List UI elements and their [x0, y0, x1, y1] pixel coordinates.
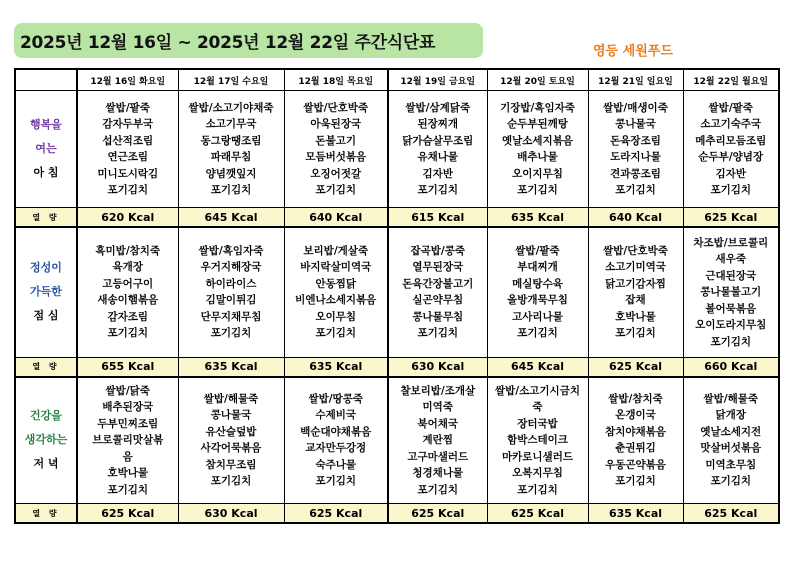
menu-item: 흑미밥/참치죽 [95, 244, 161, 257]
menu-item: 순두부된깨탕 [507, 118, 568, 130]
lunch-row [15, 227, 779, 357]
menu-item: 닭가슴살무조림 [402, 134, 474, 147]
menu-item: 음 [122, 450, 133, 463]
kcal-value: 625 Kcal [388, 504, 487, 524]
menu-item: 유산슬덮밥 [205, 425, 257, 438]
menu-item: 숙주나물 [315, 458, 357, 471]
menu-item: 포기김치 [107, 184, 149, 196]
menu-item: 새우죽 [715, 253, 746, 265]
kcal-value: 630 Kcal [178, 504, 284, 524]
menu-item: 육개장 [112, 261, 143, 274]
lunch-menu-cell [284, 227, 388, 357]
menu-item: 쌀밥/팥죽 [708, 101, 753, 114]
menu-item: 쌀밥/소고기시금치 [495, 384, 580, 397]
menu-item: 된장찌개 [417, 118, 459, 130]
dinner-menu-cell [388, 377, 487, 504]
meal-label-line: 저 녁 [33, 457, 59, 471]
menu-item: 돈육장조림 [610, 134, 661, 147]
menu-item: 도라지나물 [610, 151, 661, 163]
menu-item: 쌀밥/흑임자죽 [198, 244, 264, 257]
menu-item: 옛날소세지전 [700, 425, 762, 438]
menu-item: 소고기미역국 [605, 261, 666, 274]
menu-item: 오복지무침 [512, 467, 563, 479]
menu-item: 맛살버섯볶음 [700, 442, 762, 455]
dinner-menu-cell [683, 377, 779, 504]
lunch-label [15, 227, 77, 357]
menu-item: 쌀밥/닭죽 [105, 384, 150, 397]
menu-item: 소고기무국 [205, 118, 257, 130]
menu-item: 메실탕수육 [512, 277, 563, 290]
breakfast-row [15, 91, 779, 208]
menu-item: 쌀밥/단호박죽 [603, 244, 668, 257]
menu-item: 비엔나소세지볶음 [295, 294, 377, 307]
kcal-value: 625 Kcal [77, 504, 178, 524]
menu-item: 쌀밥/소고기야채죽 [188, 101, 274, 114]
meal-label-line: 여는 [35, 142, 57, 155]
menu-item: 근대된장국 [705, 269, 757, 282]
menu-item: 연근조림 [107, 151, 149, 163]
menu-item: 교자만두강정 [305, 442, 367, 455]
kcal-value: 625 Kcal [588, 357, 683, 377]
company-name: 영등 세원푸드 [593, 44, 673, 59]
menu-item: 쌀밥/팥죽 [105, 101, 150, 114]
menu-item: 김말이튀김 [205, 294, 257, 307]
day-header: 12월 18일 목요일 [284, 69, 388, 91]
lunch-kcal-row [15, 357, 779, 377]
dinner-menu-cell [284, 377, 388, 504]
menu-item: 포기김치 [315, 184, 357, 196]
day-header: 12월 16일 화요일 [77, 69, 178, 91]
kcal-label: 열 량 [15, 208, 77, 228]
menu-item: 쌀밥/팥죽 [515, 244, 560, 257]
menu-item: 파래무침 [210, 151, 252, 163]
menu-item: 순두부/양념장 [698, 151, 764, 163]
menu-item: 감자두부국 [102, 118, 154, 130]
menu-item: 포기김치 [517, 184, 558, 196]
menu-item: 올방개묵무침 [507, 294, 568, 307]
menu-item: 백순대야채볶음 [300, 425, 372, 438]
breakfast-menu-cell [178, 91, 284, 208]
menu-item: 소고기숙주국 [700, 118, 762, 130]
menu-item: 양념깻잎지 [205, 167, 257, 180]
menu-item: 오징어젓갈 [310, 167, 362, 180]
menu-item: 참치야채볶음 [605, 425, 666, 438]
menu-item: 아욱된장국 [310, 118, 362, 130]
weekly-menu-table [14, 68, 780, 524]
breakfast-menu-cell [683, 91, 779, 208]
menu-item: 미역죽 [422, 401, 453, 413]
menu-item: 미역초무침 [705, 458, 757, 471]
kcal-value: 635 Kcal [284, 357, 388, 377]
menu-item: 견과콩조림 [610, 167, 661, 180]
kcal-value: 655 Kcal [77, 357, 178, 377]
menu-item: 감자조림 [107, 310, 149, 323]
menu-item: 오이지무침 [512, 167, 563, 180]
breakfast-menu-cell [487, 91, 588, 208]
dinner-kcal-row [15, 504, 779, 524]
day-header: 12월 19일 금요일 [388, 69, 487, 91]
menu-item: 온갱이국 [615, 409, 656, 422]
menu-item: 포기김치 [107, 327, 149, 340]
menu-item: 콩나물무침 [412, 310, 464, 323]
menu-item: 부대찌개 [517, 261, 558, 274]
dinner-menu-cell [487, 377, 588, 504]
menu-item: 북어채국 [417, 417, 459, 430]
menu-item: 옛날소세지볶음 [501, 134, 573, 147]
menu-item: 찰보리밥/조개살 [400, 384, 476, 397]
day-header-row [15, 69, 779, 91]
breakfast-kcal-row [15, 208, 779, 228]
lunch-menu-cell [487, 227, 588, 357]
meal-label-line: 아 침 [33, 166, 59, 179]
menu-item: 오이무침 [315, 310, 357, 323]
dinner-menu-cell [588, 377, 683, 504]
kcal-value: 625 Kcal [683, 208, 779, 228]
menu-item: 콩나물국 [615, 118, 656, 130]
menu-item: 포기김치 [517, 327, 558, 340]
menu-item: 포기김치 [517, 483, 558, 496]
dinner-row [15, 377, 779, 504]
day-header: 12월 21일 일요일 [588, 69, 683, 91]
menu-item: 참치무조림 [205, 458, 257, 471]
menu-item: 미니도시락김 [97, 167, 159, 180]
menu-item: 김자반 [422, 167, 453, 180]
kcal-value: 640 Kcal [284, 208, 388, 228]
menu-item: 포기김치 [210, 184, 252, 196]
day-header: 12월 17일 수요일 [178, 69, 284, 91]
day-header: 12월 22일 월요일 [683, 69, 779, 91]
menu-item: 실곤약무침 [412, 294, 464, 307]
menu-item: 마카로니샐러드 [501, 450, 573, 463]
menu-item: 쌀밥/매생이죽 [603, 101, 668, 114]
meal-label-line: 정성이 [30, 261, 62, 275]
menu-item: 우동곤약볶음 [605, 458, 666, 471]
menu-item: 쌀밥/해물죽 [203, 392, 259, 405]
menu-item: 포기김치 [710, 335, 752, 348]
lunch-menu-cell [683, 227, 779, 357]
menu-item: 함박스테이크 [507, 434, 568, 446]
menu-item: 바지락살미역국 [300, 261, 372, 274]
menu-item: 고구마샐러드 [407, 450, 469, 463]
menu-item: 포기김치 [417, 184, 459, 196]
meal-label-line: 건강을 [30, 409, 62, 423]
menu-item: 장터국밥 [517, 417, 558, 430]
menu-item: 고등어구이 [102, 277, 154, 290]
menu-item: 청경채나물 [412, 467, 464, 479]
menu-item: 죽 [532, 401, 543, 413]
kcal-value: 625 Kcal [683, 504, 779, 524]
menu-item: 쌀밥/해물죽 [703, 392, 759, 405]
kcal-label: 열 량 [15, 357, 77, 377]
menu-item: 포기김치 [210, 327, 252, 340]
lunch-menu-cell [388, 227, 487, 357]
menu-item: 잡채 [625, 294, 646, 307]
meal-label-line: 행복을 [30, 118, 62, 131]
lunch-menu-cell [178, 227, 284, 357]
breakfast-menu-cell [588, 91, 683, 208]
menu-item: 포기김치 [210, 475, 252, 488]
menu-item: 열무된장국 [412, 261, 464, 274]
kcal-value: 645 Kcal [178, 208, 284, 228]
menu-item: 포기김치 [417, 483, 459, 496]
menu-item: 쌀밥/삼계닭죽 [405, 101, 471, 114]
menu-item: 오이도라지무침 [695, 319, 767, 331]
kcal-value: 640 Kcal [588, 208, 683, 228]
menu-item: 돈불고기 [315, 134, 357, 147]
menu-item: 포기김치 [107, 483, 149, 496]
kcal-value: 615 Kcal [388, 208, 487, 228]
meal-label-line: 점 심 [33, 309, 59, 323]
dinner-label [15, 377, 77, 504]
meal-label-line: 가득한 [30, 285, 62, 299]
menu-item: 두부민찌조림 [97, 417, 159, 430]
lunch-menu-cell [77, 227, 178, 357]
menu-item: 춘권튀김 [615, 442, 656, 455]
breakfast-menu-cell [284, 91, 388, 208]
corner-cell [15, 69, 77, 91]
menu-item: 유채나물 [417, 151, 459, 163]
menu-item: 호박나물 [615, 310, 656, 323]
dinner-menu-cell [77, 377, 178, 504]
menu-item: 보리밥/게살죽 [303, 244, 369, 257]
kcal-label: 열 량 [15, 504, 77, 524]
menu-item: 기장밥/흑임자죽 [500, 101, 575, 114]
menu-item: 차조밥/브로콜리 [693, 236, 769, 249]
menu-item: 닭고기감자찜 [605, 277, 666, 290]
menu-item: 수제비국 [315, 409, 357, 422]
kcal-value: 635 Kcal [487, 208, 588, 228]
menu-item: 쌀밥/땅콩죽 [308, 392, 364, 405]
menu-item: 안동찜닭 [315, 277, 357, 290]
breakfast-label [15, 91, 77, 208]
menu-item: 포기김치 [615, 184, 656, 196]
menu-item: 계란찜 [422, 434, 453, 446]
menu-item: 섭산적조림 [102, 134, 154, 147]
menu-item: 모듬버섯볶음 [305, 151, 367, 163]
menu-item: 사각어묵볶음 [200, 442, 262, 455]
menu-item: 포기김치 [710, 184, 752, 196]
menu-item: 우거지해장국 [200, 261, 262, 274]
kcal-value: 645 Kcal [487, 357, 588, 377]
menu-item: 닭개장 [715, 409, 746, 422]
lunch-menu-cell [588, 227, 683, 357]
menu-item: 브로콜리맛살볶 [92, 434, 164, 446]
kcal-value: 630 Kcal [388, 357, 487, 377]
menu-item: 쌀밥/참치죽 [608, 392, 663, 405]
menu-item: 호박나물 [107, 467, 149, 479]
menu-item: 볼어묵볶음 [705, 302, 757, 315]
menu-item: 배추나물 [517, 151, 558, 163]
menu-item: 하이라이스 [205, 277, 257, 290]
page-title: 2025년 12월 16일 ~ 2025년 12월 22일 주간식단표 [14, 23, 483, 58]
dinner-menu-cell [178, 377, 284, 504]
menu-item: 고사리나물 [512, 310, 563, 323]
menu-item: 포기김치 [417, 327, 459, 340]
kcal-value: 635 Kcal [588, 504, 683, 524]
kcal-value: 625 Kcal [284, 504, 388, 524]
menu-item: 포기김치 [615, 327, 656, 340]
menu-item: 돈육간장불고기 [402, 277, 474, 290]
meal-label-line: 생각하는 [24, 433, 68, 447]
kcal-value: 620 Kcal [77, 208, 178, 228]
menu-item: 포기김치 [315, 327, 357, 340]
menu-item: 콩나물불고기 [700, 286, 762, 298]
kcal-value: 625 Kcal [487, 504, 588, 524]
menu-item: 포기김치 [315, 475, 357, 488]
menu-item: 단무지채무침 [200, 310, 262, 323]
menu-item: 새송이햄볶음 [97, 294, 159, 307]
menu-item: 쌀밥/단호박죽 [303, 101, 369, 114]
menu-item: 포기김치 [615, 475, 656, 488]
day-header: 12월 20일 토요일 [487, 69, 588, 91]
menu-item: 김자반 [715, 167, 746, 180]
menu-item: 배추된장국 [102, 401, 154, 413]
menu-item: 잡곡밥/콩죽 [410, 244, 466, 257]
breakfast-menu-cell [77, 91, 178, 208]
menu-item: 동그랑땡조림 [200, 134, 262, 147]
menu-item: 콩나물국 [210, 409, 252, 422]
menu-item: 메추리모듬조림 [695, 134, 767, 147]
breakfast-menu-cell [388, 91, 487, 208]
kcal-value: 660 Kcal [683, 357, 779, 377]
menu-item: 포기김치 [710, 475, 752, 488]
kcal-value: 635 Kcal [178, 357, 284, 377]
